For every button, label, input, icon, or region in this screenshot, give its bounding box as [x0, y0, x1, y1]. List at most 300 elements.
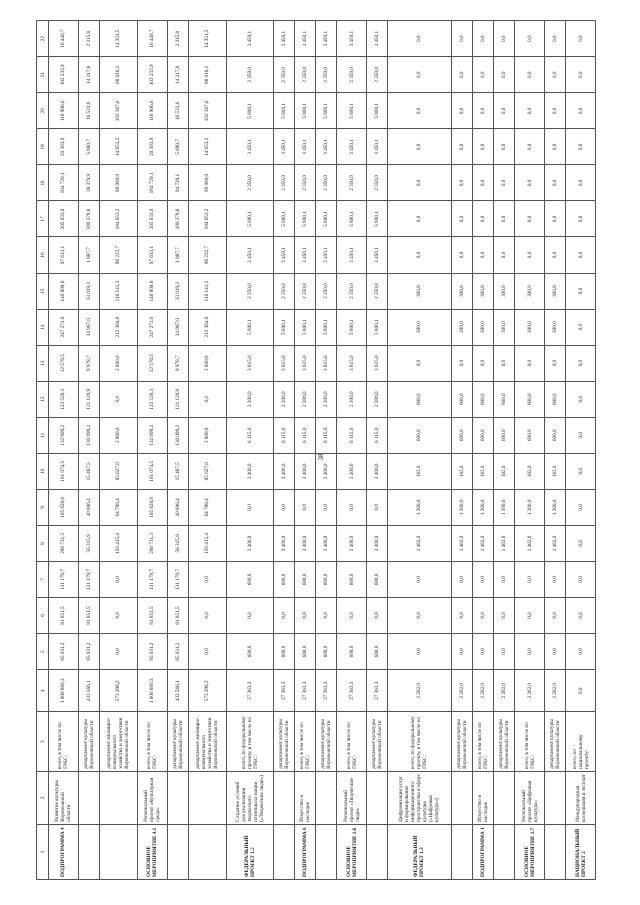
- value-cell: 100 379,8: [167, 201, 188, 237]
- program-name-cell: Региональный проект «Культурная среда»: [138, 771, 168, 824]
- value-cell: 600,0: [273, 561, 294, 597]
- value-cell: 14 653,2: [99, 129, 137, 165]
- column-header: 22: [37, 21, 49, 57]
- value-cell: 0,0: [188, 561, 226, 597]
- program-status-cell: ПОДПРОГРАММА 1: [472, 824, 493, 879]
- value-cell: 85 031,2: [78, 634, 99, 670]
- value-cell: 3 815,0: [273, 345, 294, 381]
- value-cell: 3 815,0: [294, 345, 315, 381]
- column-header: 4: [37, 670, 49, 712]
- value-cell: 131 179,7: [167, 561, 188, 597]
- value-cell: 300,0: [451, 309, 472, 345]
- value-cell: 2 350,0: [227, 273, 274, 309]
- value-cell: 96 222,7: [188, 237, 226, 273]
- value-cell: 5 800,1: [273, 93, 294, 129]
- value-cell: 0,0: [515, 345, 545, 381]
- value-cell: 0,0: [388, 561, 452, 597]
- value-cell: 88 016,1: [99, 57, 137, 93]
- value-cell: 118 906,6: [138, 93, 168, 129]
- program-name-cell: Международная кооперация и экспорт: [566, 771, 596, 824]
- value-cell: 14 217,8: [167, 57, 188, 93]
- value-cell: 2 350,0: [337, 165, 367, 201]
- value-cell: 0,0: [472, 93, 493, 129]
- value-cell: 81 851,5: [78, 597, 99, 633]
- value-cell: 300,0: [388, 273, 452, 309]
- value-cell: 40 806,4: [78, 489, 99, 525]
- value-cell: 600,0: [515, 417, 545, 453]
- value-cell: 0,0: [366, 489, 387, 525]
- value-cell: 0,0: [388, 634, 452, 670]
- program-name-cell: Региональный проект «Цифровая культура»: [515, 771, 545, 824]
- value-cell: 5 800,1: [294, 309, 315, 345]
- value-cell: 162,0: [515, 453, 545, 489]
- value-cell: 90 000,0: [99, 165, 137, 201]
- value-cell: 300,0: [494, 309, 515, 345]
- value-cell: 97 613,1: [138, 237, 168, 273]
- value-cell: 3 400,0: [273, 453, 294, 489]
- value-cell: 2 300,0: [337, 381, 367, 417]
- value-cell: 6 115,0: [316, 417, 337, 453]
- column-header: 6: [37, 597, 49, 633]
- column-header: 18: [37, 165, 49, 201]
- header-row: [37, 21, 49, 880]
- executor-cell: всего, в том числе по ГРБС:: [49, 712, 79, 771]
- value-cell: 0,0: [451, 201, 472, 237]
- value-cell: 64 788,4: [188, 489, 226, 525]
- value-cell: 6 115,0: [227, 417, 274, 453]
- program-status-cell: [78, 824, 99, 879]
- column-header: 19: [37, 129, 49, 165]
- value-cell: 3 450,1: [366, 237, 387, 273]
- value-cell: 0,0: [366, 597, 387, 633]
- value-cell: 600,0: [544, 381, 565, 417]
- value-cell: 131 179,7: [78, 561, 99, 597]
- value-cell: 573 298,2: [188, 670, 226, 712]
- value-cell: 600,0: [227, 561, 274, 597]
- value-cell: 0,0: [566, 345, 596, 381]
- value-cell: 1 462,0: [472, 525, 493, 561]
- value-cell: 0,0: [544, 237, 565, 273]
- value-cell: 56 315,9: [78, 525, 99, 561]
- value-cell: 0,0: [515, 237, 545, 273]
- value-cell: 0,0: [494, 634, 515, 670]
- value-cell: 0,0: [227, 597, 274, 633]
- value-cell: 0,0: [388, 21, 452, 57]
- program-status-cell: ОСНОВНОЕ МЕРОПРИЯТИЕ 1.7: [515, 824, 545, 879]
- column-header: 10: [37, 453, 49, 489]
- value-cell: 121 120,9: [167, 381, 188, 417]
- value-cell: 105 628,8: [49, 489, 79, 525]
- value-cell: 0,0: [451, 597, 472, 633]
- value-cell: 0,0: [388, 345, 452, 381]
- value-cell: 0,0: [566, 525, 596, 561]
- value-cell: 162,0: [544, 453, 565, 489]
- table-row: [515, 21, 545, 880]
- value-cell: 0,0: [273, 489, 294, 525]
- value-cell: 0,0: [566, 57, 596, 93]
- value-cell: 81 851,5: [49, 597, 79, 633]
- table-row: [167, 21, 188, 880]
- program-name-cell: Цифровизация услуг и формирование информационного пространства в сфере культуры («Цифровая культура»): [388, 771, 452, 824]
- value-cell: 300,0: [451, 273, 472, 309]
- program-status-cell: [544, 824, 565, 879]
- value-cell: 0,0: [451, 57, 472, 93]
- program-status-cell: [366, 824, 387, 879]
- value-cell: 116 141,3: [99, 273, 137, 309]
- program-name-cell: Региональный проект «Творческие люди»: [337, 771, 367, 824]
- value-cell: 0,0: [515, 57, 545, 93]
- value-cell: 3 400,0: [273, 525, 294, 561]
- value-cell: 0,0: [472, 57, 493, 93]
- program-status-cell: ФЕДЕРАЛЬНЫЙ ПРОЕКТ 1.2: [227, 824, 274, 879]
- value-cell: 247 271,0: [138, 309, 168, 345]
- value-cell: 1 462,0: [544, 525, 565, 561]
- value-cell: 162,0: [494, 453, 515, 489]
- table-body: [49, 21, 596, 880]
- value-cell: 206 731,3: [49, 525, 79, 561]
- value-cell: 3 450,1: [294, 21, 315, 57]
- value-cell: 2 350,0: [316, 165, 337, 201]
- value-cell: 85 031,2: [138, 634, 168, 670]
- value-cell: 150 415,4: [99, 525, 137, 561]
- value-cell: 0,0: [566, 381, 596, 417]
- column-header: 11: [37, 417, 49, 453]
- value-cell: 0,0: [515, 201, 545, 237]
- value-cell: 97 613,1: [49, 237, 79, 273]
- column-header: 9: [37, 489, 49, 525]
- page-number: 38: [317, 453, 325, 461]
- value-cell: 9 978,7: [78, 345, 99, 381]
- value-cell: 1 300,0: [515, 489, 545, 525]
- value-cell: 3 450,1: [337, 129, 367, 165]
- value-cell: 162,0: [388, 453, 452, 489]
- value-cell: 600,0: [544, 417, 565, 453]
- value-cell: 3 450,1: [273, 129, 294, 165]
- value-cell: 102 367,6: [188, 93, 226, 129]
- value-cell: 0,0: [472, 129, 493, 165]
- value-cell: 0,0: [515, 129, 545, 165]
- value-cell: 0,0: [388, 237, 452, 273]
- program-status-cell: НАЦИОНАЛЬНЫЙ ПРОЕКТ 2: [566, 824, 596, 879]
- value-cell: 2 350,0: [273, 57, 294, 93]
- value-cell: 600,0: [472, 381, 493, 417]
- value-cell: 100 379,8: [78, 201, 99, 237]
- value-cell: 5 800,1: [227, 309, 274, 345]
- value-cell: 5 800,1: [316, 201, 337, 237]
- value-cell: 27 363,3: [227, 670, 274, 712]
- table-row: [294, 21, 315, 880]
- program-name-cell: [544, 771, 565, 824]
- executor-cell: департамент культуры Воронежской области: [451, 712, 472, 771]
- value-cell: 0,0: [544, 93, 565, 129]
- value-cell: 0,0: [388, 165, 452, 201]
- value-cell: 27 363,3: [273, 670, 294, 712]
- value-cell: 0,0: [472, 237, 493, 273]
- value-cell: 3 400,0: [294, 525, 315, 561]
- value-cell: 140 809,6: [138, 273, 168, 309]
- value-cell: 102 233,9: [138, 57, 168, 93]
- value-cell: 0,0: [494, 237, 515, 273]
- rotated-table-wrapper: [36, 20, 596, 880]
- value-cell: 2 350,0: [294, 165, 315, 201]
- value-cell: 3 450,1: [366, 21, 387, 57]
- value-cell: 2 350,0: [366, 165, 387, 201]
- value-cell: 94 729,1: [167, 165, 188, 201]
- value-cell: 2 800,0: [188, 417, 226, 453]
- value-cell: 2 350,0: [227, 57, 274, 93]
- value-cell: 27 363,3: [337, 670, 367, 712]
- column-header: 15: [37, 273, 49, 309]
- value-cell: 0,0: [99, 634, 137, 670]
- value-cell: 0,0: [544, 345, 565, 381]
- value-cell: 300,0: [472, 273, 493, 309]
- program-status-cell: [273, 824, 294, 879]
- column-header: 13: [37, 345, 49, 381]
- table-row: [388, 21, 452, 880]
- value-cell: 600,0: [451, 417, 472, 453]
- value-cell: 33 019,3: [78, 273, 99, 309]
- value-cell: 0,0: [494, 129, 515, 165]
- value-cell: 2 315,8: [167, 21, 188, 57]
- program-name-cell: [99, 771, 137, 824]
- value-cell: 0,0: [337, 489, 367, 525]
- value-cell: 2 300,0: [316, 381, 337, 417]
- value-cell: 3 400,0: [294, 453, 315, 489]
- value-cell: 2 350,0: [294, 273, 315, 309]
- value-cell: 0,0: [188, 597, 226, 633]
- value-cell: 1 887,7: [78, 237, 99, 273]
- value-cell: 12 576,5: [138, 345, 168, 381]
- value-cell: 0,0: [388, 129, 452, 165]
- value-cell: 433 566,1: [78, 670, 99, 712]
- value-cell: 1 300,0: [494, 489, 515, 525]
- value-cell: 300,0: [544, 309, 565, 345]
- table-row: [273, 21, 294, 880]
- value-cell: 140 809,6: [49, 273, 79, 309]
- value-cell: 130 099,2: [78, 417, 99, 453]
- column-header: 14: [37, 309, 49, 345]
- value-cell: 5 800,1: [366, 93, 387, 129]
- column-header: 1: [37, 824, 49, 879]
- value-cell: 600,0: [337, 634, 367, 670]
- value-cell: 3 400,0: [227, 453, 274, 489]
- value-cell: 2 350,0: [273, 273, 294, 309]
- value-cell: 2 300,0: [227, 381, 274, 417]
- value-cell: 600,0: [294, 634, 315, 670]
- program-name-cell: [167, 771, 188, 824]
- column-header: 5: [37, 634, 49, 670]
- value-cell: 5 800,1: [366, 201, 387, 237]
- value-cell: 0,0: [472, 634, 493, 670]
- value-cell: 0,0: [566, 417, 596, 453]
- value-cell: 1 462,0: [451, 525, 472, 561]
- value-cell: 3 450,1: [273, 237, 294, 273]
- value-cell: 5 800,1: [366, 309, 387, 345]
- value-cell: 132 899,2: [138, 417, 168, 453]
- value-cell: 600,0: [451, 381, 472, 417]
- value-cell: 56 315,9: [167, 525, 188, 561]
- value-cell: 600,0: [472, 417, 493, 453]
- value-cell: 3 450,1: [316, 129, 337, 165]
- value-cell: 212 364,0: [99, 309, 137, 345]
- value-cell: 1 300,0: [451, 489, 472, 525]
- value-cell: 0,0: [566, 93, 596, 129]
- executor-cell: всего, в том числе по ГРБС:: [294, 712, 315, 771]
- value-cell: 0,0: [388, 57, 452, 93]
- value-cell: 131 179,7: [138, 561, 168, 597]
- value-cell: 1 462,0: [494, 525, 515, 561]
- value-cell: 34 907,0: [78, 309, 99, 345]
- value-cell: 2 350,0: [294, 57, 315, 93]
- value-cell: 0,0: [294, 597, 315, 633]
- value-cell: 102 233,9: [49, 57, 79, 93]
- table-row: [138, 21, 168, 880]
- column-header: 16: [37, 237, 49, 273]
- value-cell: 0,0: [388, 93, 452, 129]
- program-name-cell: Развитие культуры Воронежской области: [49, 771, 79, 824]
- value-cell: 5 800,1: [294, 201, 315, 237]
- value-cell: 205 033,0: [138, 201, 168, 237]
- value-cell: 1 300,0: [544, 489, 565, 525]
- value-cell: 3 400,0: [366, 453, 387, 489]
- program-status-cell: [451, 824, 472, 879]
- value-cell: 0,0: [566, 309, 596, 345]
- value-cell: 2 350,0: [316, 57, 337, 93]
- value-cell: 104 653,2: [99, 201, 137, 237]
- value-cell: 64 788,4: [99, 489, 137, 525]
- column-header: 8: [37, 525, 49, 561]
- value-cell: 3 815,0: [337, 345, 367, 381]
- value-cell: 20 303,9: [49, 129, 79, 165]
- value-cell: 16 440,7: [49, 21, 79, 57]
- value-cell: 2 262,0: [388, 670, 452, 712]
- value-cell: 573 298,2: [99, 670, 137, 712]
- program-name-cell: [78, 771, 99, 824]
- value-cell: 150 415,4: [188, 525, 226, 561]
- value-cell: 118 906,6: [49, 93, 79, 129]
- column-header: 12: [37, 381, 49, 417]
- table-row: [337, 21, 367, 880]
- value-cell: 600,0: [316, 561, 337, 597]
- value-cell: 0,0: [544, 21, 565, 57]
- executor-cell: департамент культуры Воронежской области: [494, 712, 515, 771]
- value-cell: 0,0: [451, 129, 472, 165]
- value-cell: 3 450,1: [294, 129, 315, 165]
- value-cell: 0,0: [451, 237, 472, 273]
- program-name-cell: [366, 771, 387, 824]
- value-cell: 0,0: [388, 597, 452, 633]
- value-cell: 15 487,5: [78, 453, 99, 489]
- value-cell: 5 800,1: [273, 309, 294, 345]
- value-cell: 0,0: [494, 597, 515, 633]
- column-header: 2: [37, 771, 49, 824]
- executor-cell: всего, в том числе по ГРБС:: [138, 712, 168, 771]
- value-cell: 205 033,0: [49, 201, 79, 237]
- value-cell: 104 653,2: [188, 201, 226, 237]
- value-cell: 81 851,5: [138, 597, 168, 633]
- value-cell: 1 300,0: [472, 489, 493, 525]
- value-cell: 0,0: [451, 21, 472, 57]
- value-cell: 85 627,0: [188, 453, 226, 489]
- executor-cell: всего, по национальному проекту:: [566, 712, 596, 771]
- value-cell: 0,0: [566, 21, 596, 57]
- value-cell: 0,0: [566, 201, 596, 237]
- column-header: 7: [37, 561, 49, 597]
- value-cell: 0,0: [227, 489, 274, 525]
- value-cell: 0,0: [544, 57, 565, 93]
- value-cell: 0,0: [99, 381, 137, 417]
- value-cell: 0,0: [566, 670, 596, 712]
- value-cell: 0,0: [494, 561, 515, 597]
- executor-cell: департамент культуры Воронежской области: [316, 712, 337, 771]
- value-cell: 20 303,9: [138, 129, 168, 165]
- value-cell: 0,0: [544, 201, 565, 237]
- value-cell: 5 800,1: [227, 201, 274, 237]
- program-status-cell: [188, 824, 226, 879]
- program-name-cell: [273, 771, 294, 824]
- value-cell: 0,0: [99, 561, 137, 597]
- table-row: [49, 21, 79, 880]
- table-row: [544, 21, 565, 880]
- table-row: [227, 21, 274, 880]
- value-cell: 0,0: [451, 561, 472, 597]
- value-cell: 131 179,7: [49, 561, 79, 597]
- value-cell: 0,0: [388, 201, 452, 237]
- value-cell: 101 074,5: [138, 453, 168, 489]
- value-cell: 0,0: [472, 597, 493, 633]
- value-cell: 0,0: [316, 597, 337, 633]
- value-cell: 2 800,0: [99, 345, 137, 381]
- value-cell: 206 731,3: [138, 525, 168, 561]
- value-cell: 34 907,0: [167, 309, 188, 345]
- column-header: 20: [37, 93, 49, 129]
- value-cell: 105 628,8: [138, 489, 168, 525]
- value-cell: 0,0: [566, 597, 596, 633]
- value-cell: 0,0: [544, 561, 565, 597]
- table-row: [472, 21, 493, 880]
- value-cell: 116 141,3: [188, 273, 226, 309]
- value-cell: 184 729,1: [49, 165, 79, 201]
- value-cell: 2 262,0: [494, 670, 515, 712]
- value-cell: 0,0: [515, 165, 545, 201]
- value-cell: 123 528,3: [138, 381, 168, 417]
- value-cell: 2 350,0: [227, 165, 274, 201]
- value-cell: 3 450,1: [227, 21, 274, 57]
- program-name-cell: [451, 771, 472, 824]
- value-cell: 162,0: [472, 453, 493, 489]
- value-cell: 0,0: [494, 21, 515, 57]
- value-cell: 2 350,0: [316, 273, 337, 309]
- executor-cell: департамент жилищно-коммунального хозяйства и энергетики Воронежской области: [188, 712, 226, 771]
- executor-cell: всего, в том числе по ГРБС:: [472, 712, 493, 771]
- value-cell: 300,0: [472, 309, 493, 345]
- program-status-cell: [494, 824, 515, 879]
- program-name-cell: Создание условий для реализации творческого потенциала нации («Творческие люди»): [227, 771, 274, 824]
- value-cell: 9 978,7: [167, 345, 188, 381]
- value-cell: 3 450,1: [294, 237, 315, 273]
- program-name-cell: Искусство и наследие: [472, 771, 493, 824]
- value-cell: 16 533,6: [78, 93, 99, 129]
- value-cell: 0,0: [544, 129, 565, 165]
- value-cell: 15 487,5: [167, 453, 188, 489]
- executor-cell: департамент культуры Воронежской области: [366, 712, 387, 771]
- program-name-cell: Искусство и наследие: [294, 771, 315, 824]
- executor-cell: всего, в том числе по ГРБС:: [515, 712, 545, 771]
- value-cell: 0,0: [544, 597, 565, 633]
- column-header: 21: [37, 57, 49, 93]
- value-cell: 130 099,2: [167, 417, 188, 453]
- program-status-cell: ОСНОВНОЕ МЕРОПРИЯТИЕ 4.1: [138, 824, 168, 879]
